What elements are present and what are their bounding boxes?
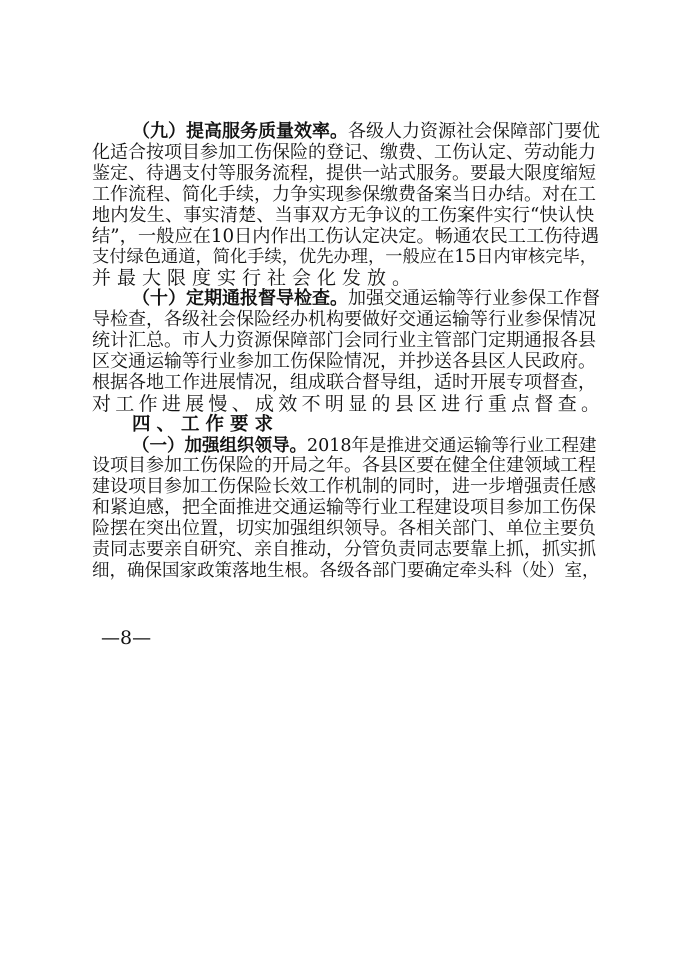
paragraph-1-line-2: 设项目参加工伤保险的开局之年。各县区要在健全住建领域工程 <box>92 455 596 476</box>
paragraph-1-lead: （一）加强组织领导。 <box>132 436 307 456</box>
section-4-heading: 四、工作要求 <box>132 414 280 435</box>
paragraph-10-line-2: 导检查，各级社会保险经办机构要做好交通运输等行业参保情况 <box>92 309 596 330</box>
page-number: —8— <box>101 627 152 649</box>
paragraph-9-lead: （九）提高服务质量效率。 <box>132 121 348 142</box>
paragraph-9-line-2: 化适合按项目参加工伤保险的登记、缴费、工伤认定、劳动能力 <box>92 142 596 163</box>
paragraph-1-line-7: 细，确保国家政策落地生根。各级各部门要确定牵头科（处）室， <box>92 561 600 581</box>
paragraph-10-line-4: 区交通运输等行业参加工伤保险情况，并抄送各县区人民政府。 <box>92 351 596 372</box>
paragraph-9-line-7: 支付绿色通道，简化手续，优先办理，一般应在15日内审核完毕， <box>92 247 597 267</box>
paragraph-1-line-3: 建设项目参加工伤保险长效工作机制的同时，进一步增强责任感 <box>92 476 596 497</box>
paragraph-1-line-5: 险摆在突出位置，切实加强组织领导。各相关部门、单位主要负 <box>92 518 596 539</box>
paragraph-10-line-5: 根据各地工作进展情况，组成联合督导组，适时开展专项督查， <box>92 372 596 393</box>
paragraph-10-text: 加强交通运输等行业参保工作督 <box>348 288 600 309</box>
paragraph-1-text: 2018年是推进交通运输等行业工程建 <box>307 436 597 456</box>
paragraph-1-line-6: 责同志要亲自研究、亲自推动，分管负责同志要靠上抓，抓实抓 <box>92 539 596 560</box>
paragraph-9-text: 各级人力资源社会保障部门要优 <box>348 121 600 142</box>
paragraph-1-line-4: 和紧迫感，把全面推进交通运输等行业工程建设项目参加工伤保 <box>92 497 596 518</box>
paragraph-9-line-4: 工作流程、简化手续，力争实现参保缴费备案当日办结。对在工 <box>92 184 596 205</box>
paragraph-9-line-3: 鉴定、待遇支付等服务流程，提供一站式服务。要最大限度缩短 <box>92 163 596 184</box>
paragraph-10-line-6: 对工作进展慢、成效不明显的县区进行重点督查。 <box>92 393 605 415</box>
paragraph-9-line-5: 地内发生、事实清楚、当事双方无争议的工伤案件实行“快认快 <box>92 205 595 226</box>
paragraph-9-line-6: 结”，一般应在10日内作出工伤认定决定。畅通农民工工伤待遇 <box>92 226 600 247</box>
paragraph-10-line-3: 统计汇总。市人力资源保障部门会同行业主管部门定期通报各县 <box>92 330 596 351</box>
paragraph-10-lead: （十）定期通报督导检查。 <box>132 288 348 309</box>
paragraph-9-line-8: 并最大限度实行社会化发放。 <box>92 267 418 289</box>
